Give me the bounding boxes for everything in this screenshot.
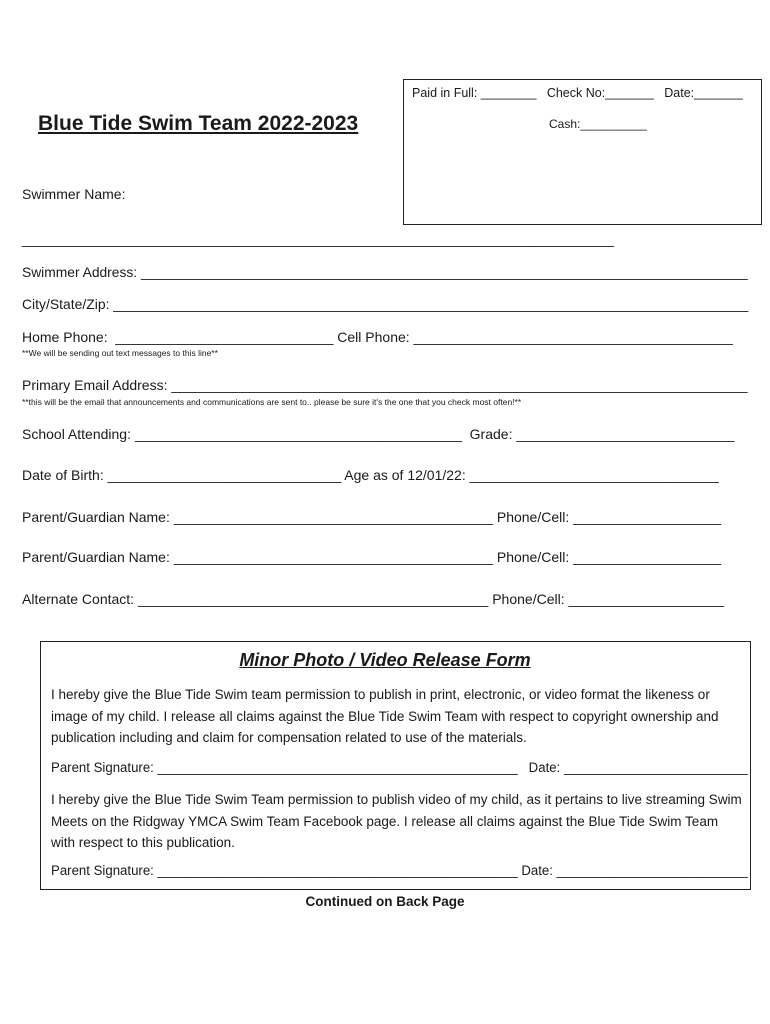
parent-guardian-2-fields[interactable]: Parent/Guardian Name: _________________________________________ Phone/Cell: ___________________ <box>22 549 722 565</box>
swimmer-name-label: Swimmer Name: <box>22 186 126 202</box>
continued-note: Continued on Back Page <box>305 894 465 909</box>
office-payment-line: Paid in Full: ________ Check No:_______ Date:_______ <box>412 86 743 100</box>
swimmer-name-field[interactable]: ____________________________________________________________________________ <box>22 231 614 247</box>
release-paragraph-video: I hereby give the Blue Tide Swim Team permission to publish video of my child, as it pertains to live streaming Swim Meets on the Ridgway YMCA Swim Team Facebook page. I release all claims against the Blue Tide Swim Team with respect to this publication. <box>51 792 742 850</box>
phone-note: **We will be sending out text messages to this line** <box>22 348 218 358</box>
parent-signature-2-field[interactable]: Parent Signature: _________________________________________________ Date: __________________________ <box>51 863 748 878</box>
form-title: Blue Tide Swim Team 2022-2023 <box>38 112 359 135</box>
email-note: **this will be the email that announcements and communications are sent to.. please be sure it's the one that you check most often!** <box>22 397 522 407</box>
city-state-zip-field[interactable]: City/State/Zip: __________________________________________________________________________________ <box>22 296 749 312</box>
office-cash-line: Cash:__________ <box>549 117 648 131</box>
school-grade-fields[interactable]: School Attending: __________________________________________ Grade: ____________________________ <box>22 426 735 442</box>
parent-signature-1-field[interactable]: Parent Signature: _________________________________________________ Date: _________________________ <box>51 760 748 775</box>
primary-email-field[interactable]: Primary Email Address: __________________________________________________________________________ <box>22 377 748 393</box>
dob-age-fields[interactable]: Date of Birth: ______________________________ Age as of 12/01/22: ________________________________ <box>22 467 719 483</box>
office-use-box <box>403 79 762 225</box>
parent-guardian-1-fields[interactable]: Parent/Guardian Name: _________________________________________ Phone/Cell: ___________________ <box>22 509 722 525</box>
phone-fields[interactable]: Home Phone: ____________________________ Cell Phone: _________________________________________ <box>22 329 733 345</box>
release-form-title: Minor Photo / Video Release Form <box>239 650 531 670</box>
swimmer-address-field[interactable]: Swimmer Address: _______________________________________________________________________________ <box>22 264 748 280</box>
alternate-contact-fields[interactable]: Alternate Contact: _____________________________________________ Phone/Cell: ____________________ <box>22 591 725 607</box>
release-paragraph-print: I hereby give the Blue Tide Swim team permission to publish in print, electronic, or video format the likeness or image of my child. I release all claims against the Blue Tide Swim Team with respect to copyright ownership and publication including and claim for compensation related to use of the materials. <box>51 687 719 745</box>
